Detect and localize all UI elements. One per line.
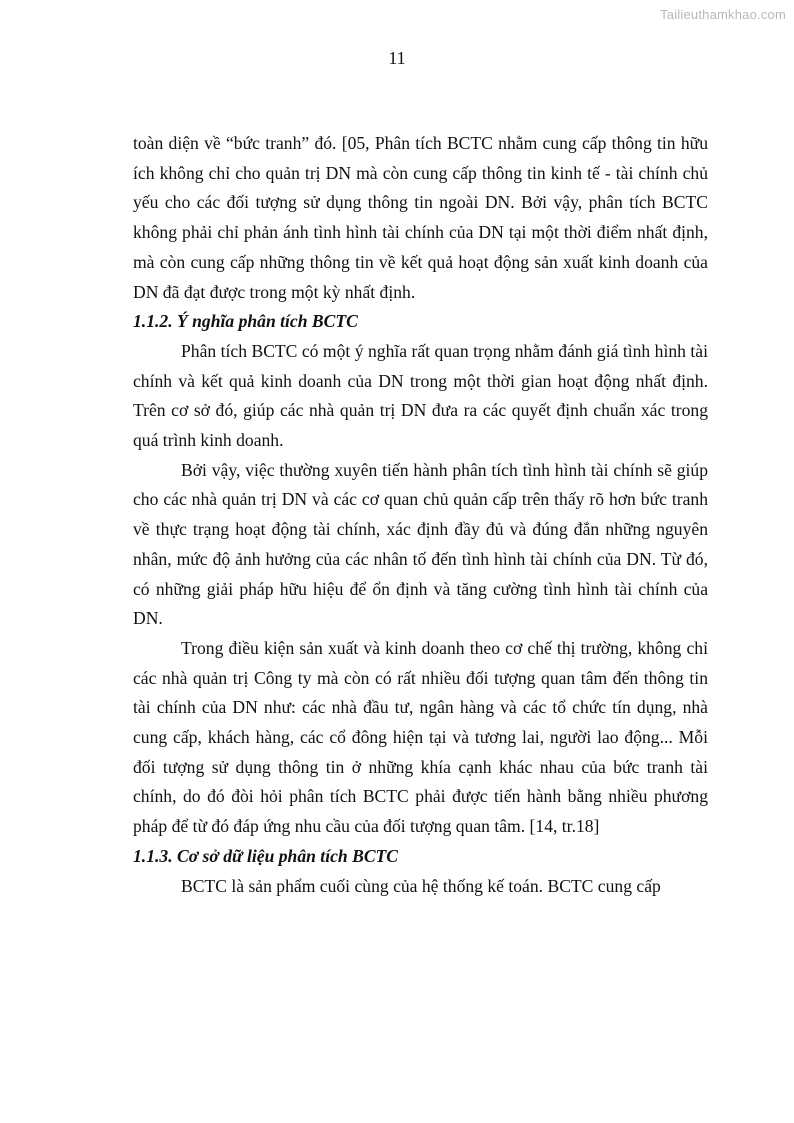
section-heading-1-1-3: 1.1.3. Cơ sở dữ liệu phân tích BCTC (133, 845, 399, 866)
document-body (133, 129, 708, 901)
paragraph-significance: Phân tích BCTC có một ý nghĩa rất quan trọng nhằm đánh giá tình hình tài chính và kết quả kinh doanh của DN trong một thời gian hoạt động nhất định. Trên cơ sở đó, giúp các nhà quản trị DN đưa ra các quyết định chuẩn xác trong quá trình kinh doanh. (133, 340, 708, 451)
paragraph-data-basis: BCTC là sản phẩm cuối cùng của hệ thống kế toán. BCTC cung cấp (181, 875, 661, 896)
paragraph-intro-continuation: toàn diện về “bức tranh” đó. [05, Phân tích BCTC nhằm cung cấp thông tin hữu ích không chỉ cho quản trị DN mà còn cung cấp thông tin kinh tế - tài chính chủ yếu cho các đối tượng sử dụng thông tin ngoài DN. Bởi vậy, phân tích BCTC không phải chỉ phản ánh tình hình tài chính của DN tại một thời điểm nhất định, mà còn cung cấp những thông tin về kết quả hoạt động sản xuất kinh doanh của DN đã đạt được trong một kỳ nhất định. (133, 133, 708, 302)
page-number: 11 (388, 48, 406, 68)
section-heading-1-1-2: 1.1.2. Ý nghĩa phân tích BCTC (133, 311, 358, 332)
paragraph-regular-analysis: Bởi vậy, việc thường xuyên tiến hành phân tích tình hình tài chính sẽ giúp cho các nhà quản trị DN và các cơ quan chủ quản cấp trên thấy rõ hơn bức tranh về thực trạng hoạt động tài chính, xác định đầy đủ và đúng đắn những nguyên nhân, mức độ ảnh hưởng của các nhân tố đến tình hình tài chính của DN. Từ đó, có những giải pháp hữu hiệu để ổn định và tăng cường tình hình tài chính của DN. (133, 459, 708, 629)
paragraph-market-conditions: Trong điều kiện sản xuất và kinh doanh theo cơ chế thị trường, không chỉ các nhà quản trị Công ty mà còn có rất nhiều đối tượng quan tâm đến thông tin tài chính của DN như: các nhà đầu tư, ngân hàng và các tổ chức tín dụng, nhà cung cấp, khách hàng, các cổ đông hiện tại và tương lai, người lao động... Mỗi đối tượng sử dụng thông tin ở những khía cạnh khác nhau của bức tranh tài chính, do đó đòi hỏi phân tích BCTC phải được tiến hành bằng nhiều phương pháp để từ đó đáp ứng nhu cầu của đối tượng quan tâm. [14, tr.18] (133, 637, 708, 837)
watermark-text: Tailieuthamkhao.com (660, 7, 786, 22)
